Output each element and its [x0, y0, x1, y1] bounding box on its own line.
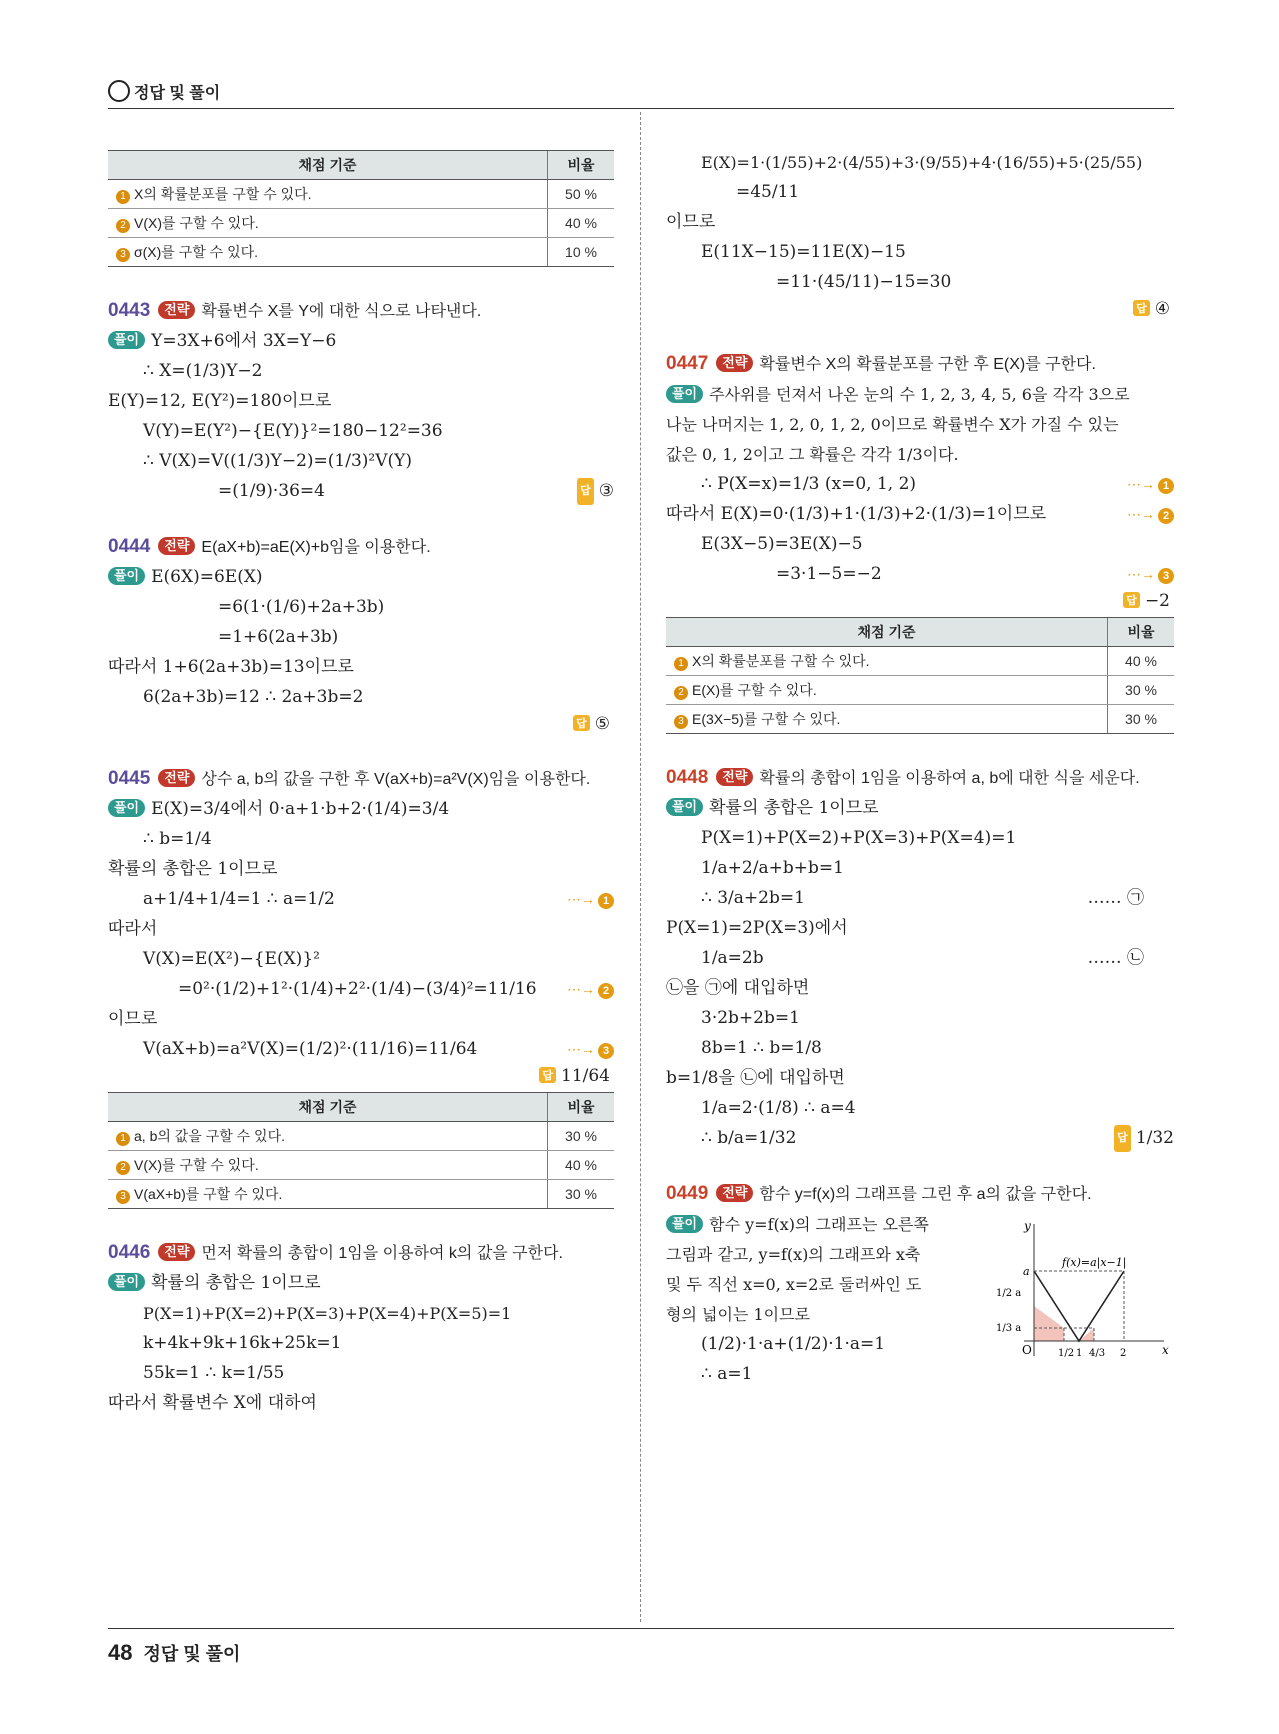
- answer-icon: 답: [577, 478, 594, 505]
- table-row: 2 V(X)를 구할 수 있다. 40 %: [108, 209, 614, 238]
- table-header: 비율: [548, 151, 615, 180]
- table-row: 3 σ(X)를 구할 수 있다. 10 %: [108, 238, 614, 267]
- y-tick-label: 1/3 a: [996, 1323, 1022, 1334]
- solution-tag: 풀이: [108, 567, 145, 585]
- solution-tag: 풀이: [108, 1273, 145, 1291]
- strategy-text: E(aX+b)=aE(X)+b임을 이용한다.: [201, 539, 431, 556]
- page-footer: [108, 1640, 240, 1666]
- answer: ③: [598, 481, 614, 501]
- problem-0447: 0447 전략 확률변수 X의 확률분포를 구한 후 E(X)를 구한다. 풀이 주사위를 던져서 나온 눈의 수 1, 2, 3, 4, 5, 6을 각각 3으로 나눈 나머지는 1, 2, 0, 1, 2, 0이므로 확률변수 X가 가질 수 있는 값은 0, 1, 2이고 그 확률은 각각 1/3이다. ∴ P(X=x)=1/3 (x=0, 1, 2) ⋯→ 1 따라서 E(X)=0·(1/3)+1·(1/3)+2·(1/3)=1이므로 ⋯→ 2 E(3X−5)=3E(X)−5 =3·1−5=−2 ⋯→ 3 답 −2: [666, 350, 1174, 611]
- problem-number: 0443: [108, 300, 151, 321]
- problem-number: 0446: [108, 1242, 151, 1263]
- x-tick-label: 1/2: [1058, 1348, 1075, 1359]
- strategy-tag: 전략: [158, 301, 195, 319]
- answer: ④: [1154, 299, 1170, 319]
- x-tick-label: 4/3: [1089, 1348, 1106, 1359]
- equation-mark: …… ㉡: [1087, 948, 1144, 968]
- step-marker: ⋯→ 1: [1127, 471, 1174, 498]
- step-marker: ⋯→ 2: [567, 976, 614, 1003]
- footer-line: [108, 1628, 1174, 1629]
- strategy-text: 확률의 총합이 1임을 이용하여 a, b에 대한 식을 세운다.: [759, 770, 1140, 787]
- x-axis-label: x: [1162, 1343, 1169, 1357]
- problem-number: 0445: [108, 768, 151, 789]
- answer: −2: [1144, 591, 1170, 611]
- problem-0444: 0444 전략 E(aX+b)=aE(X)+b임을 이용한다. 풀이 E(6X)=6E(X) =6(1·(1/6)+2a+3b) =1+6(2a+3b) 따라서 1+6(2a+3b)=13이므로 6(2a+3b)=12 ∴ 2a+3b=2 답 ⑤: [108, 536, 610, 734]
- answer-icon: 답: [1114, 1125, 1131, 1152]
- answer-icon: 답: [1133, 300, 1150, 316]
- page-number: 48: [108, 1640, 133, 1665]
- y-tick-label: 1/2 a: [996, 1288, 1022, 1299]
- solution-tag: 풀이: [666, 385, 703, 403]
- y-tick-label: a: [1023, 1265, 1030, 1278]
- strategy-tag: 전략: [716, 1184, 753, 1202]
- problem-0445: 0445 전략 상수 a, b의 값을 구한 후 V(aX+b)=a²V(X)임을 이용한다. 풀이 E(X)=3/4에서 0·a+1·b+2·(1/4)=3/4 ∴ b=1/4 확률의 총합은 1이므로 a+1/4+1/4=1 ∴ a=1/2 ⋯→ 1 따라서 V(X)=E(X²)−{E(X)}² =0²·(1/2)+1²·(1/4)+2²·(1/4)−(3/4)²=11/16 ⋯→ 2 이므로 V(aX+b)=a²V(X)=(1/2)²·(11/16)=11/64 ⋯→ 3 답 11/64: [108, 765, 614, 1086]
- answer: 1/32: [1135, 1128, 1174, 1148]
- problem-number: 0449: [666, 1183, 709, 1204]
- problem-number: 0444: [108, 536, 151, 557]
- x-tick-label: 1: [1076, 1348, 1083, 1359]
- function-label: f(x)=a|x−1|: [1062, 1256, 1127, 1269]
- header-title: 정답 및 풀이: [134, 85, 221, 102]
- problem-number: 0447: [666, 353, 709, 374]
- y-axis-label: y: [1024, 1219, 1031, 1233]
- page-header: [108, 78, 1174, 109]
- grading-table-0447: [666, 617, 1174, 734]
- table-row: 2 V(X)를 구할 수 있다. 40 %: [108, 1151, 614, 1180]
- smiley-icon: [108, 80, 130, 102]
- problem-0446: 0446 전략 먼저 확률의 총합이 1임을 이용하여 k의 값을 구한다. 풀이 확률의 총합은 1이므로 P(X=1)+P(X=2)+P(X=3)+P(X=4)+P(X=5)=1 k+4k+9k+16k+25k=1 55k=1 ∴ k=1/55 따라서 확률변수 X에 대하여: [108, 1242, 563, 1413]
- answer-icon: 답: [539, 1067, 556, 1083]
- strategy-tag: 전략: [716, 768, 753, 786]
- step-marker: ⋯→ 2: [1127, 501, 1174, 528]
- problem-number: 0448: [666, 767, 709, 788]
- table-row: 1 X의 확률분포를 구할 수 있다. 50 %: [108, 180, 614, 209]
- table-row: 2 E(X)를 구할 수 있다. 30 %: [666, 676, 1174, 705]
- solution-tag: 풀이: [666, 1215, 703, 1233]
- problem-0448: 0448 전략 확률의 총합이 1임을 이용하여 a, b에 대한 식을 세운다. 풀이 확률의 총합은 1이므로 P(X=1)+P(X=2)+P(X=3)+P(X=4)=1 1/a+2/a+b+b=1 ∴ 3/a+2b=1 …… ㉠ P(X=1)=2P(X=3)에서 1/a=2b …… ㉡ ㉡을 ㉠에 대입하면 3·2b+2b=1 8b=1 ∴ b=1/8 b=1/8을 ㉡에 대입하면 1/a=2·(1/8) ∴ a=4 ∴ b/a=1/32 답 1/32: [666, 764, 1174, 1152]
- equation-mark: …… ㉠: [1087, 888, 1144, 908]
- solution-tag: 풀이: [108, 331, 145, 349]
- table-row: 3 E(3X−5)를 구할 수 있다. 30 %: [666, 705, 1174, 734]
- solution-tag: 풀이: [108, 799, 145, 817]
- table-header: 비율: [548, 1093, 615, 1122]
- strategy-text: 확률변수 X의 확률분포를 구한 후 E(X)를 구한다.: [759, 356, 1096, 373]
- right-column: [666, 146, 1174, 1390]
- grading-table-top: [108, 150, 614, 267]
- strategy-text: 먼저 확률의 총합이 1임을 이용하여 k의 값을 구한다.: [201, 1245, 563, 1262]
- grading-table-0445: [108, 1092, 614, 1209]
- strategy-tag: 전략: [158, 1243, 195, 1261]
- table-row: 1 a, b의 값을 구할 수 있다. 30 %: [108, 1122, 614, 1151]
- table-header: 비율: [1108, 618, 1175, 647]
- strategy-tag: 전략: [158, 537, 195, 555]
- strategy-tag: 전략: [158, 769, 195, 787]
- problem-0446-continued: E(X)=1·(1/55)+2·(4/55)+3·(9/55)+4·(16/55)+5·(25/55) =45/11 이므로 E(11X−15)=11E(X)−15 =11·(45/11)−15=30 답 ④: [666, 153, 1170, 319]
- strategy-text: 확률변수 X를 Y에 대한 식으로 나타낸다.: [201, 303, 482, 320]
- function-graph: [994, 1216, 1174, 1366]
- left-column: [108, 146, 614, 1420]
- x-tick-label: 2: [1120, 1348, 1127, 1359]
- strategy-tag: 전략: [716, 354, 753, 372]
- table-header: 채점 기준: [666, 618, 1108, 647]
- problem-0443: 0443 전략 확률변수 X를 Y에 대한 식으로 나타낸다. 풀이 Y=3X+6에서 3X=Y−6 ∴ X=(1/3)Y−2 E(Y)=12, E(Y²)=180이므로 V(Y)=E(Y²)−{E(Y)}²=180−12²=36 ∴ V(X)=V((1/3)Y−2)=(1/3)²V(Y) =(1/9)·36=4 답 ③: [108, 297, 614, 505]
- answer-icon: 답: [1123, 592, 1140, 608]
- strategy-text: 상수 a, b의 값을 구한 후 V(aX+b)=a²V(X)임을 이용한다.: [201, 771, 591, 788]
- origin-label: O: [1022, 1343, 1032, 1357]
- table-row: 3 V(aX+b)를 구할 수 있다. 30 %: [108, 1180, 614, 1209]
- step-marker: ⋯→ 3: [1127, 561, 1174, 588]
- column-divider: [640, 112, 641, 1622]
- step-marker: ⋯→ 3: [567, 1036, 614, 1063]
- table-header: 채점 기준: [108, 1093, 548, 1122]
- problem-0449: 0449 전략 함수 y=f(x)의 그래프를 그린 후 a의 값을 구한다. 풀이 함수 y=f(x)의 그래프는 오른쪽 그림과 같고, y=f(x)의 그래프와 x축 및 두 직선 x=0, x=2로 둘러싸인 도 형의 넓이는 1이므로 (1/2)·1·a+(1/2)·1·a=1 ∴ a=1 y x O f(x)=a|x−1| a 1/2 a 1/3 a 1/2 1 4/3 2: [666, 1180, 1174, 1390]
- answer: ⑤: [594, 714, 610, 734]
- table-header: 채점 기준: [108, 151, 548, 180]
- step-marker: ⋯→ 1: [567, 886, 614, 913]
- strategy-text: 함수 y=f(x)의 그래프를 그린 후 a의 값을 구한다.: [759, 1186, 1092, 1203]
- footer-title: 정답 및 풀이: [143, 1644, 241, 1664]
- table-row: 1 X의 확률분포를 구할 수 있다. 40 %: [666, 647, 1174, 676]
- answer-icon: 답: [573, 715, 590, 731]
- solution-tag: 풀이: [666, 798, 703, 816]
- answer: 11/64: [561, 1066, 610, 1086]
